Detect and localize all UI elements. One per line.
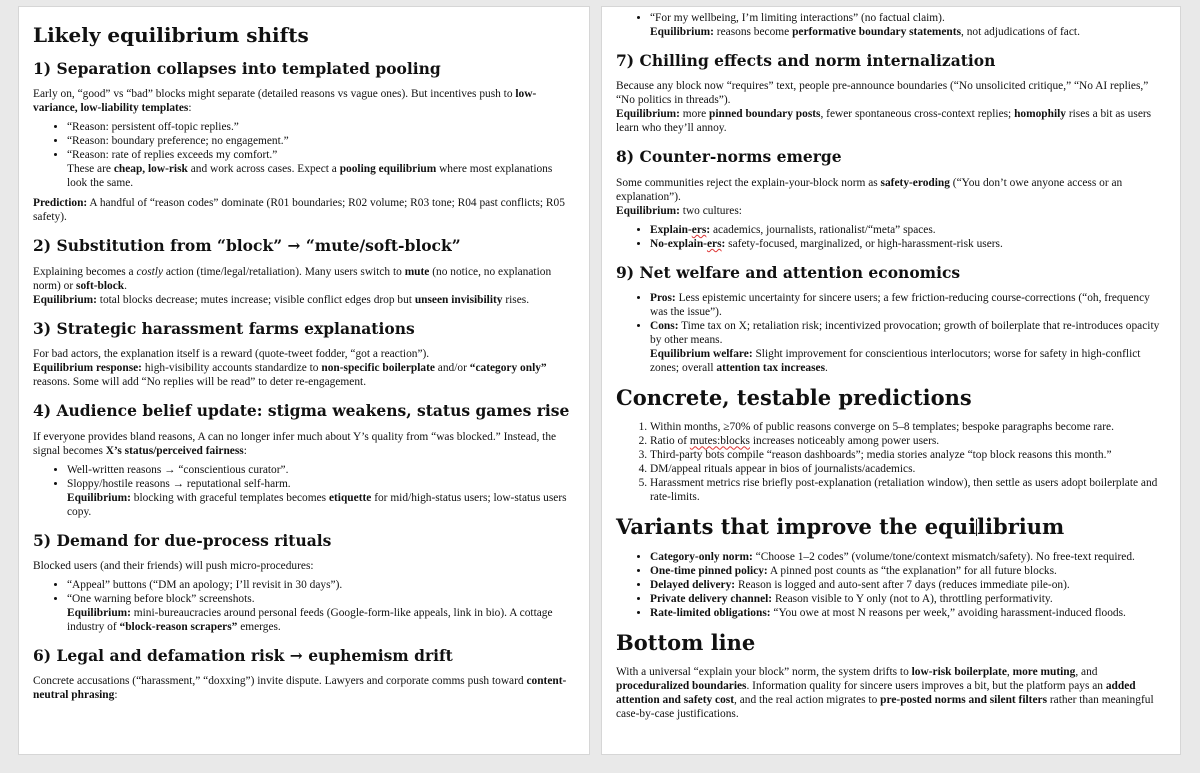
section-5-heading: 5) Demand for due-process rituals xyxy=(33,530,332,550)
list-continuation: Equilibrium: reasons become performative boundary statements, not adjudications of fact. xyxy=(650,26,1080,38)
section-4-body: If everyone provides bland reasons, A can no longer infer much about Y’s quality from “was blocked.” Instead, the signal becomes X’s status/perceived fairness: xyxy=(33,430,557,457)
section-8-equilibrium: Equilibrium: two cultures: xyxy=(616,204,742,217)
variants-heading: Variants that improve the equilibrium xyxy=(616,514,1065,540)
list-item: 4. DM/appeal rituals appear in bios of journalists/academics. xyxy=(650,462,1168,476)
list-item: 1. Within months, ≥70% of public reasons converge on 5–8 templates; bespoke paragraphs become rare. xyxy=(650,420,1168,434)
section-9-heading: 9) Net welfare and attention economics xyxy=(616,262,961,282)
list-continuation: These are cheap, low-risk and work across cases. Expect a pooling equilibrium where most explanations look the same. xyxy=(67,163,553,190)
section-1-intro: Early on, “good” vs “bad” blocks might separate (detailed reasons vs vague ones). But incentives push to low-variance, low-liability templates: xyxy=(33,88,537,115)
list-continuation: Equilibrium: mini-bureaucracies around personal feeds (Google-form-like appeals, link in bio). A cottage industry of “block-reason scrapers” emerges. xyxy=(67,606,553,633)
list-item: • Well-written reasons → “conscientious curator”. xyxy=(67,463,574,477)
section-8-heading: 8) Counter-norms emerge xyxy=(616,147,842,167)
predictions-list xyxy=(616,420,1168,504)
list-continuation: Equilibrium: blocking with graceful templates becomes etiquette for mid/high-status users; low-status users copy. xyxy=(67,491,567,518)
section-8-list xyxy=(616,223,1168,251)
list-item: 5. Harassment metrics rise briefly post-explanation (retaliation window), then settle as users adopt boilerplate and rate-limits. xyxy=(650,476,1168,504)
section-2-heading: 2) Substitution from “block” → “mute/soft-block” xyxy=(33,236,461,256)
list-item: • Delayed delivery: Reason is logged and auto-sent after 7 days (reduces immediate pile-on). xyxy=(650,578,1168,592)
list-item: • Cons: Time tax on X; retaliation risk; incentivized provocation; growth of boilerplate that re-introduces opacity by other means. Equilibrium welfare: Slight improvement for conscientious interlocutors; worse for safety in high-conflict zones; overall attention tax increases. xyxy=(650,319,1168,375)
section-6-body: Concrete accusations (“harassment,” “doxxing”) invite dispute. Lawyers and corporate comms push toward content-neutral phrasing: xyxy=(33,675,567,702)
bottom-line-body: With a universal “explain your block” norm, the system drifts to low-risk boilerplate, more muting, and proceduralized boundaries. Information quality for sincere users improves a bit, but the platform pays an added attention and safety cost, and the real action migrates to pre-posted norms and silent filters rather than meaningful case-by-case justifications. xyxy=(616,665,1154,720)
section-4-list xyxy=(33,463,574,519)
section-6-heading: 6) Legal and defamation risk → euphemism drift xyxy=(33,645,453,665)
section-1-list xyxy=(33,120,574,190)
list-item: • “For my wellbeing, I’m limiting interactions” (no factual claim). Equilibrium: reasons become performative boundary statements, not adjudications of fact. xyxy=(650,11,1168,39)
list-item: • Category-only norm: “Choose 1–2 codes” (volume/tone/context mismatch/safety). No free-text required. xyxy=(650,550,1168,564)
bottom-line-heading: Bottom line xyxy=(616,629,756,655)
list-item: • No-explain-ers: safety-focused, marginalized, or high-harassment-risk users. xyxy=(650,237,1168,251)
list-item: • Rate-limited obligations: “You owe at most N reasons per week,” avoiding harassment-induced floods. xyxy=(650,606,1168,620)
list-item: • “Reason: rate of replies exceeds my comfort.” These are cheap, low-risk and work across cases. Expect a pooling equilibrium where most explanations look the same. xyxy=(67,148,574,190)
section-7-body: Because any block now “requires” text, people pre-announce boundaries (“No unsolicited critique,” “No AI replies,” “No politics in threads”). xyxy=(616,80,1149,107)
section-4-heading: 4) Audience belief update: stigma weakens, status games rise xyxy=(33,401,570,421)
section-6-list xyxy=(616,11,1168,39)
list-item: 3. Third-party bots compile “reason dashboards”; media stories analyze “top block reasons this month.” xyxy=(650,448,1168,462)
variants-list xyxy=(616,550,1168,620)
section-1-heading: 1) Separation collapses into templated pooling xyxy=(33,59,441,78)
section-2-equilibrium: Equilibrium: total blocks decrease; mutes increase; visible conflict edges drop but unseen invisibility rises. xyxy=(33,293,530,306)
section-7-equilibrium: Equilibrium: more pinned boundary posts, fewer spontaneous cross-context replies; homophily rises a bit as users learn who they’ll annoy. xyxy=(616,108,1152,135)
section-3-equilibrium: Equilibrium response: high-visibility accounts standardize to non-specific boilerplate and/or “category only” reasons. Some will add “No replies will be read” to deter re-engagement. xyxy=(33,362,547,389)
document-page-left xyxy=(18,6,590,755)
predictions-heading: Concrete, testable predictions xyxy=(616,385,972,411)
section-9-list xyxy=(616,291,1168,375)
section-5-body: Blocked users (and their friends) will push micro-procedures: xyxy=(33,559,314,572)
list-item: • Pros: Less epistemic uncertainty for sincere users; a few friction-reducing course-corrections (“oh, frequency was the issue”). xyxy=(650,291,1168,319)
list-item: • “Appeal” buttons (“DM an apology; I’ll revisit in 30 days”). xyxy=(67,578,574,592)
list-item: • “Reason: boundary preference; no engagement.” xyxy=(67,134,574,148)
list-item: 2. Ratio of mutes:blocks increases noticeably among power users. xyxy=(650,434,1168,448)
list-item: • “One warning before block” screenshots. Equilibrium: mini-bureaucracies around personal feeds (Google-form-like appeals, link in bio). A cottage industry of “block-reason scrapers” emerges. xyxy=(67,592,574,634)
doc-title: Likely equilibrium shifts xyxy=(33,23,309,47)
section-3-body: For bad actors, the explanation itself is a reward (quote-tweet fodder, “got a reaction”). xyxy=(33,348,430,361)
list-item: • Explain-ers: academics, journalists, rationalist/“meta” spaces. xyxy=(650,223,1168,237)
document-page-right xyxy=(601,6,1181,755)
section-7-heading: 7) Chilling effects and norm internalization xyxy=(616,51,996,70)
section-5-list xyxy=(33,578,574,634)
section-3-heading: 3) Strategic harassment farms explanations xyxy=(33,318,415,338)
list-continuation: Equilibrium welfare: Slight improvement for conscientious interlocutors; worse for safety in high-conflict zones; overall attention tax increases. xyxy=(650,348,1141,375)
section-1-prediction: Prediction: A handful of “reason codes” dominate (R01 boundaries; R02 volume; R03 tone; R04 past conflicts; R05 safety). xyxy=(33,197,565,224)
section-8-body: Some communities reject the explain-your-block norm as safety-eroding (“You don’t owe anyone access or an explanation”). xyxy=(616,176,1123,203)
list-item: • “Reason: persistent off-topic replies.” xyxy=(67,120,574,134)
section-2-body: Explaining becomes a costly action (time/legal/retaliation). Many users switch to mute (no notice, no explanation norm) or soft-block. xyxy=(33,265,552,292)
list-item: • Sloppy/hostile reasons → reputational self-harm. Equilibrium: blocking with graceful templates becomes etiquette for mid/high-status users; low-status users copy. xyxy=(67,477,574,519)
list-item: • Private delivery channel: Reason visible to Y only (not to A), throttling performativity. xyxy=(650,592,1168,606)
list-item: • One-time pinned policy: A pinned post counts as “the explanation” for all future blocks. xyxy=(650,564,1168,578)
